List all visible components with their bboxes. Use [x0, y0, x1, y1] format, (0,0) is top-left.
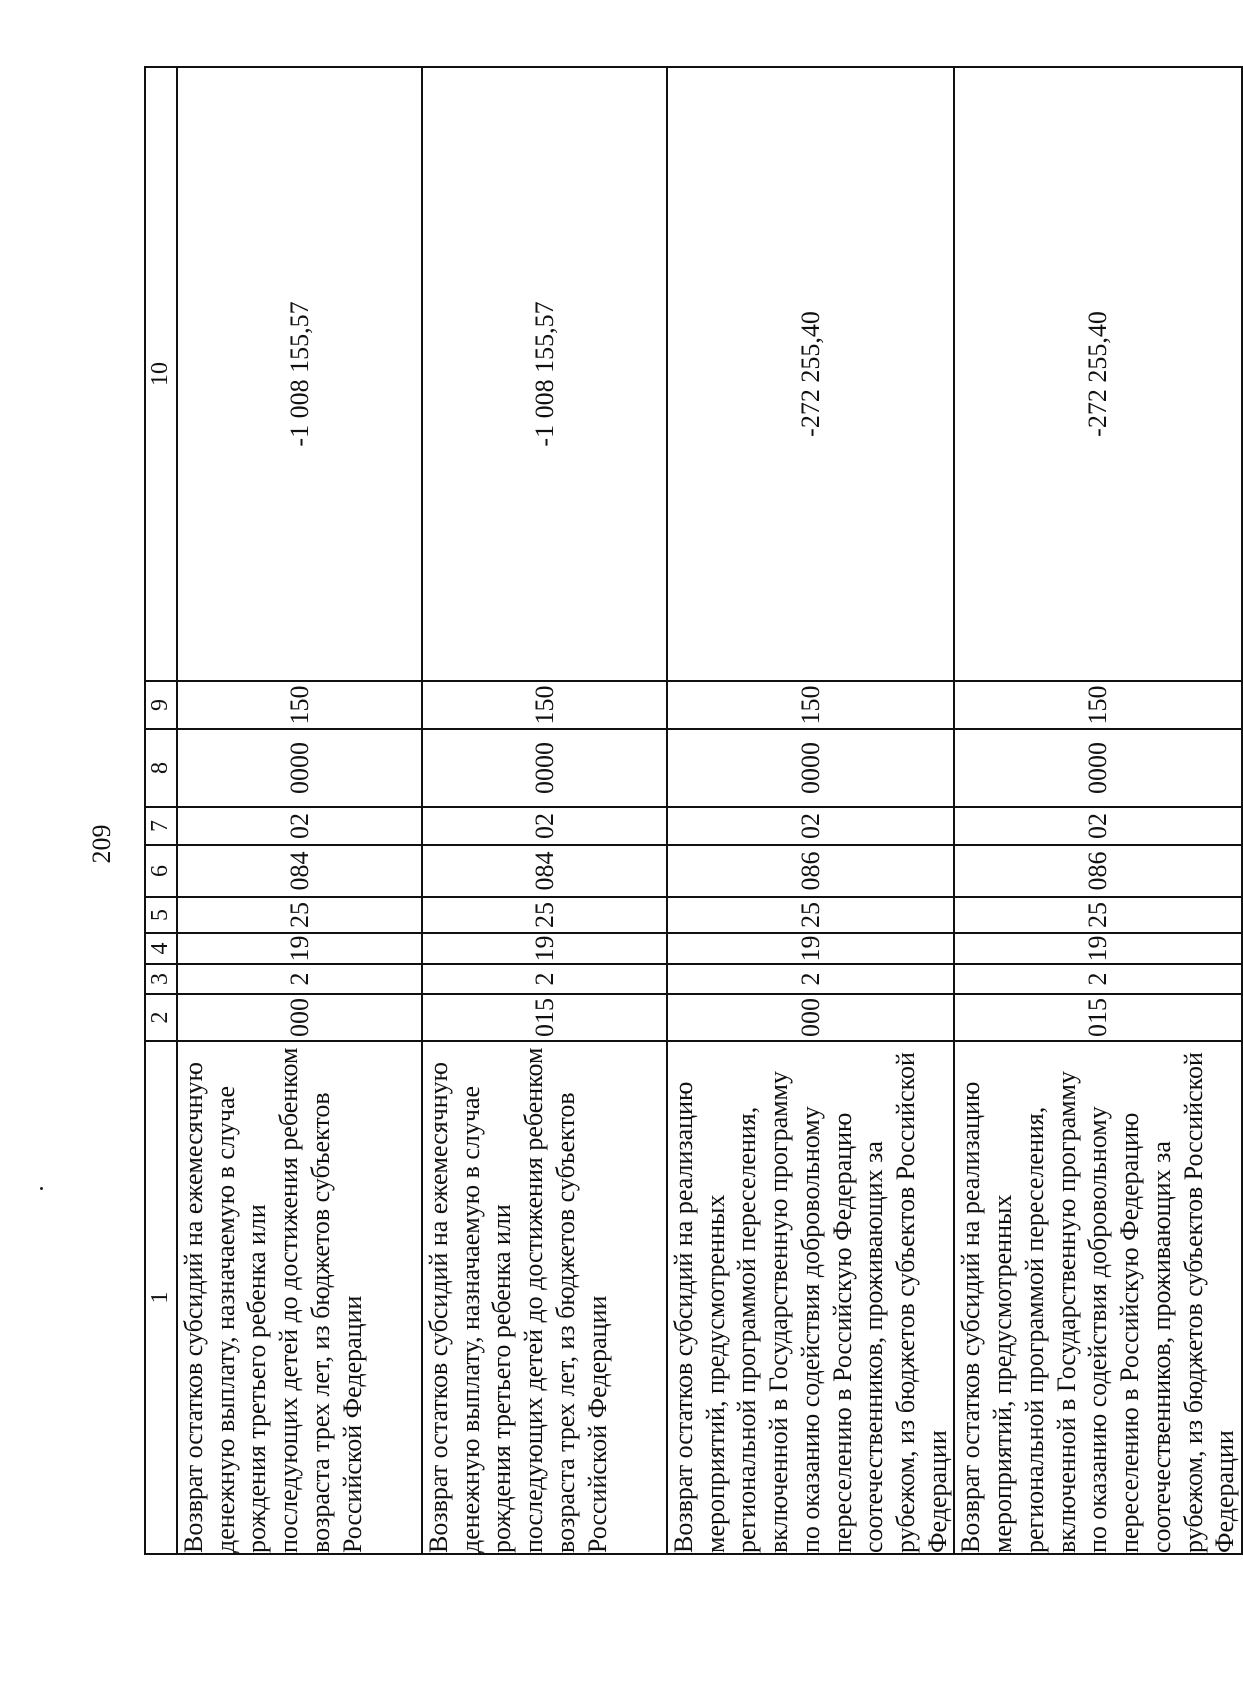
table-row — [667, 67, 954, 1554]
row-code-col-8: 0000 — [177, 729, 422, 807]
page-number: 209 — [87, 824, 116, 864]
row-code-col-7: 02 — [667, 807, 954, 845]
row-code-col-4: 19 — [667, 933, 954, 964]
header-row — [145, 67, 177, 1554]
row-amount: -272 255,40 — [667, 67, 954, 681]
row-code-col-2: 000 — [177, 994, 422, 1041]
table-row — [422, 67, 667, 1554]
row-amount: -1 008 155,57 — [422, 67, 667, 681]
row-code-col-9: 150 — [177, 681, 422, 729]
header-col-5: 5 — [145, 897, 177, 933]
row-code-col-4: 19 — [177, 933, 422, 964]
row-code-col-9: 150 — [954, 681, 1241, 729]
header-col-6: 6 — [145, 845, 177, 897]
row-code-col-7: 02 — [177, 807, 422, 845]
row-code-col-8: 0000 — [954, 729, 1241, 807]
row-code-col-6: 086 — [954, 845, 1241, 897]
row-code-col-9: 150 — [667, 681, 954, 729]
row-description: Возврат остатков субсидий на реализацию мероприятий, предусмотренных региональной программой переселения, включенной в Государственную программу по оказанию содействия добровольному переселению в Российскую Федерацию соотечественников, проживающих за рубежом, из бюджетов субъектов Российской Федерации — [954, 1041, 1241, 1554]
row-code-col-2: 000 — [667, 994, 954, 1041]
row-code-col-2: 015 — [422, 994, 667, 1041]
row-code-col-6: 086 — [667, 845, 954, 897]
row-code-col-5: 25 — [422, 897, 667, 933]
row-code-col-6: 084 — [422, 845, 667, 897]
table-row — [177, 67, 422, 1554]
row-code-col-5: 25 — [177, 897, 422, 933]
row-code-col-7: 02 — [954, 807, 1241, 845]
budget-table — [144, 66, 1243, 1555]
row-description: Возврат остатков субсидий на реализацию мероприятий, предусмотренных региональной программой переселения, включенной в Государственную программу по оказанию содействия добровольному переселению в Российскую Федерацию соотечественников, проживающих за рубежом, из бюджетов субъектов Российской Федерации — [667, 1041, 954, 1554]
row-code-col-5: 25 — [954, 897, 1241, 933]
row-amount: -272 255,40 — [954, 67, 1241, 681]
header-col-9: 9 — [145, 681, 177, 729]
row-description: Возврат остатков субсидий на ежемесячную денежную выплату, назначаемую в случае рождения третьего ребенка или последующих детей до достижения ребенком возраста трех лет, из бюджетов субъектов Российской Федерации — [177, 1041, 422, 1554]
header-col-3: 3 — [145, 964, 177, 994]
header-col-2: 2 — [145, 994, 177, 1041]
row-description: Возврат остатков субсидий на ежемесячную денежную выплату, назначаемую в случае рождения третьего ребенка или последующих детей до достижения ребенком возраста трех лет, из бюджетов субъектов Российской Федерации — [422, 1041, 667, 1554]
header-col-4: 4 — [145, 933, 177, 964]
row-code-col-3: 2 — [177, 964, 422, 994]
row-code-col-3: 2 — [667, 964, 954, 994]
row-code-col-9: 150 — [422, 681, 667, 729]
row-code-col-4: 19 — [422, 933, 667, 964]
header-col-10: 10 — [145, 67, 177, 681]
header-col-1: 1 — [145, 1041, 177, 1554]
row-code-col-7: 02 — [422, 807, 667, 845]
row-code-col-4: 19 — [954, 933, 1241, 964]
scan-speck — [40, 1187, 43, 1190]
row-code-col-8: 0000 — [667, 729, 954, 807]
header-col-8: 8 — [145, 729, 177, 807]
row-code-col-6: 084 — [177, 845, 422, 897]
row-code-col-2: 015 — [954, 994, 1241, 1041]
header-col-7: 7 — [145, 807, 177, 845]
row-code-col-3: 2 — [954, 964, 1241, 994]
row-code-col-3: 2 — [422, 964, 667, 994]
table-row — [954, 67, 1241, 1554]
row-code-col-5: 25 — [667, 897, 954, 933]
row-code-col-8: 0000 — [422, 729, 667, 807]
row-amount: -1 008 155,57 — [177, 67, 422, 681]
rotated-table-wrapper — [144, 68, 1240, 1555]
